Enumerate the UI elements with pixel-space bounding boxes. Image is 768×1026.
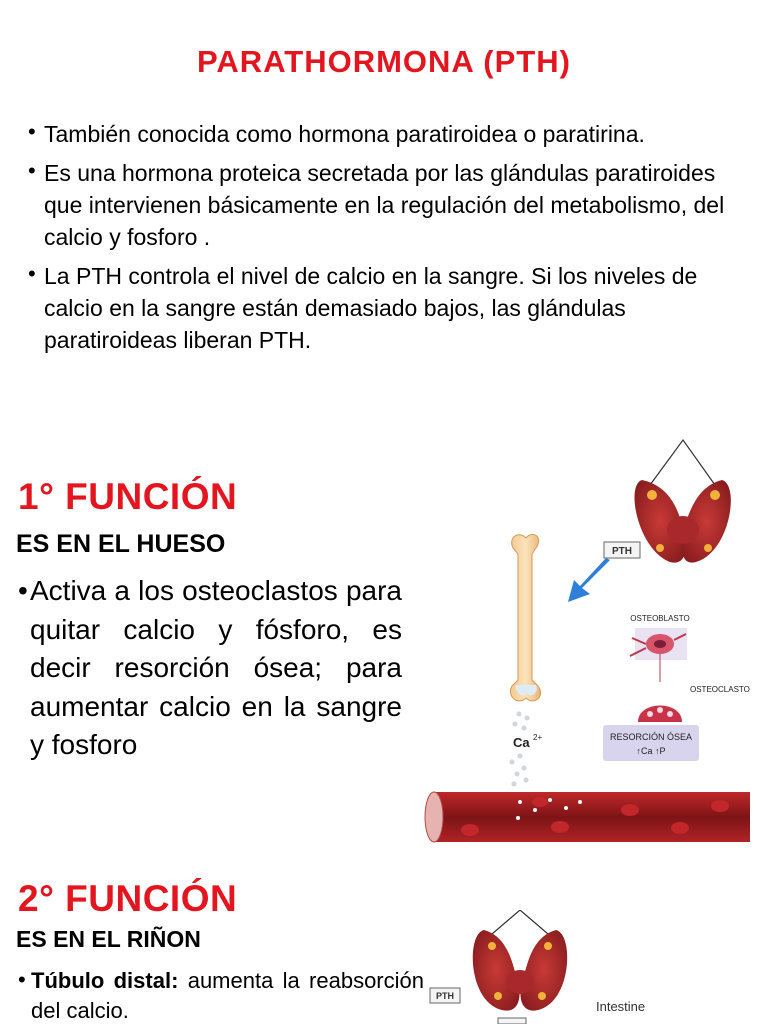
funcion-2-bullet <box>18 966 424 1026</box>
funcion-1-heading: 1° FUNCIÓN <box>18 476 238 517</box>
thyroid-gland <box>635 440 731 563</box>
osteoclast-cell <box>638 706 682 723</box>
blue-arrow-icon <box>568 558 610 602</box>
intro-bullet: • Es una hormona proteica secretada por las glándulas paratiroides que intervienen básicamente en la regulación del metabolismo, del calcio y fosforo . <box>28 157 743 253</box>
funcion-1-bullet <box>18 572 402 765</box>
funcion-1-subheading: ES EN EL HUESO <box>16 530 226 558</box>
funcion-1-bullet-text: Activa a los osteoclastos para quitar calcio y fósforo, es decir resorción ósea; para aumentar calcio en la sangre y fosforo <box>30 575 402 760</box>
osteoclast-label: OSTEOCLASTO <box>690 685 750 694</box>
page-title: PARATHORMONA (PTH) <box>197 44 571 79</box>
bone-resorption-figure <box>420 430 768 850</box>
thyroid-gland <box>473 910 567 1011</box>
blood-vessel-illustration <box>425 792 750 842</box>
intro-bullet-list <box>28 118 743 363</box>
bullet-marker: • <box>18 967 26 992</box>
pth-label: PTH <box>436 991 454 1001</box>
pth-label: PTH <box>612 546 632 557</box>
osteoblast-cell <box>630 628 687 682</box>
funcion-2-subheading: ES EN EL RIÑON <box>16 926 201 952</box>
bone-illustration <box>510 534 540 701</box>
osteoblast-label: OSTEOBLASTO <box>630 614 690 623</box>
kidney-intestine-figure <box>428 910 768 1024</box>
funcion-2-bullet-text: aumenta la reabsorción del calcio. <box>31 968 424 1023</box>
intro-bullet: • La PTH controla el nivel de calcio en la sangre. Si los niveles de calcio en la sangre están demasiado bajos, las glándulas paratiroideas liberan PTH. <box>28 260 743 356</box>
bullet-marker: • <box>18 575 28 606</box>
calcium-label: Ca <box>513 735 530 750</box>
intro-bullet: • También conocida como hormona paratiroidea o paratirina. <box>28 118 743 150</box>
tubulo-distal-label: Túbulo distal: <box>31 968 179 993</box>
funcion-2-heading: 2° FUNCIÓN <box>18 878 238 919</box>
calcium-charge: 2+ <box>533 733 543 742</box>
resorption-sublabel: ↑Ca ↑P <box>636 746 666 756</box>
resorption-label: RESORCIÓN ÓSEA <box>609 732 693 742</box>
intestine-label: Intestine <box>596 999 646 1014</box>
